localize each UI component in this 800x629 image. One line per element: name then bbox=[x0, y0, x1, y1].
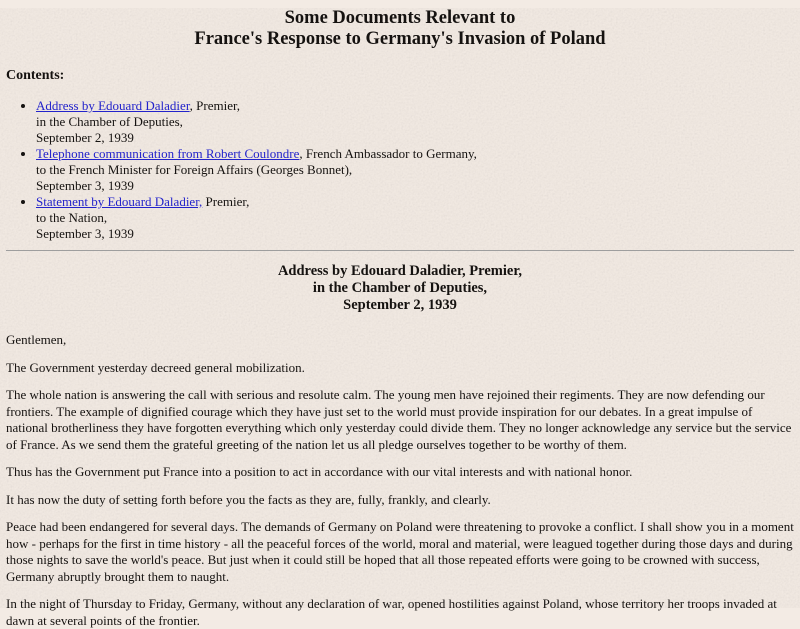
toc-item-daladier-statement bbox=[36, 194, 794, 242]
toc-item-3-line2: to the Nation, bbox=[36, 210, 108, 225]
document-heading-line3: September 2, 1939 bbox=[343, 297, 457, 313]
toc-item-2-line3: September 3, 1939 bbox=[36, 178, 134, 193]
toc-item-3-line3: September 3, 1939 bbox=[36, 226, 134, 241]
page-title-line1: Some Documents Relevant to bbox=[284, 8, 516, 28]
toc-item-coulondre-telephone bbox=[36, 146, 794, 194]
table-of-contents bbox=[6, 98, 794, 242]
document-page bbox=[0, 8, 800, 628]
paragraph-salutation: Gentlemen, bbox=[6, 332, 67, 347]
document-heading-line2: in the Chamber of Deputies, bbox=[312, 280, 488, 296]
paragraph-whole-nation: The whole nation is answering the call with serious and resolute calm. The young men have rejoined their regiments. They are now defending our frontiers. The example of dignified courage which they have just set to the world must provide inspiration for our debates. In a great impulse of national brotherliness they have forgotten everything which only yesterday could divide them. They no longer acknowledge any service but the service of France. As we send them the grateful greeting of the nation let us all pledge ourselves together to be worthy of them. bbox=[6, 387, 792, 452]
toc-item-3-after-link: Premier, bbox=[202, 194, 250, 209]
toc-link-daladier-statement[interactable]: Statement by Edouard Daladier, bbox=[36, 194, 203, 209]
toc-link-coulondre-telephone[interactable]: Telephone communication from Robert Coulondre bbox=[36, 146, 300, 161]
page-content bbox=[0, 8, 800, 629]
document-heading bbox=[6, 263, 794, 314]
paragraph-cutoff: In the night of Thursday to Friday, Germany, without any declaration of war, opened hostilities against Poland, whose territory her troops invaded at dawn at several points of the frontier. bbox=[6, 596, 777, 628]
document-body bbox=[6, 332, 794, 629]
document-heading-line1: Address by Edouard Daladier, Premier, bbox=[277, 263, 523, 279]
contents-heading: Contents: bbox=[6, 68, 65, 83]
paragraph-duty-facts: It has now the duty of setting forth before you the facts as they are, fully, frankly, and clearly. bbox=[6, 491, 491, 507]
toc-link-daladier-address[interactable]: Address by Edouard Daladier bbox=[36, 98, 190, 113]
page-title-line2: France's Response to Germany's Invasion of Poland bbox=[194, 28, 606, 49]
page-title bbox=[6, 8, 794, 49]
toc-item-2-line2: to the French Minister for Foreign Affairs (Georges Bonnet), bbox=[36, 162, 353, 177]
paragraph-thus-government: Thus has the Government put France into a position to act in accordance with our vital interests and with national honor. bbox=[6, 464, 633, 479]
toc-item-1-line2: in the Chamber of Deputies, bbox=[36, 114, 183, 129]
toc-item-1-line3: September 2, 1939 bbox=[36, 130, 134, 145]
paragraph-peace-endangered: Peace had been endangered for several days. The demands of Germany on Poland were threatening to provoke a conflict. I shall show you in a moment how - perhaps for the first in time history - all the peaceful forces of the world, moral and material, were leagued together during those days and during those nights to save the world's peace. But just when it could still be hoped that all those repeated efforts were going to be crowned with success, Germany abruptly brought them to naught. bbox=[6, 519, 794, 584]
toc-item-1-after-link: , Premier, bbox=[189, 98, 241, 113]
toc-item-2-after-link: , French Ambassador to Germany, bbox=[299, 146, 477, 161]
paragraph-mobilization: The Government yesterday decreed general mobilization. bbox=[6, 359, 305, 375]
toc-item-daladier-address bbox=[36, 98, 794, 146]
section-divider bbox=[6, 250, 794, 251]
